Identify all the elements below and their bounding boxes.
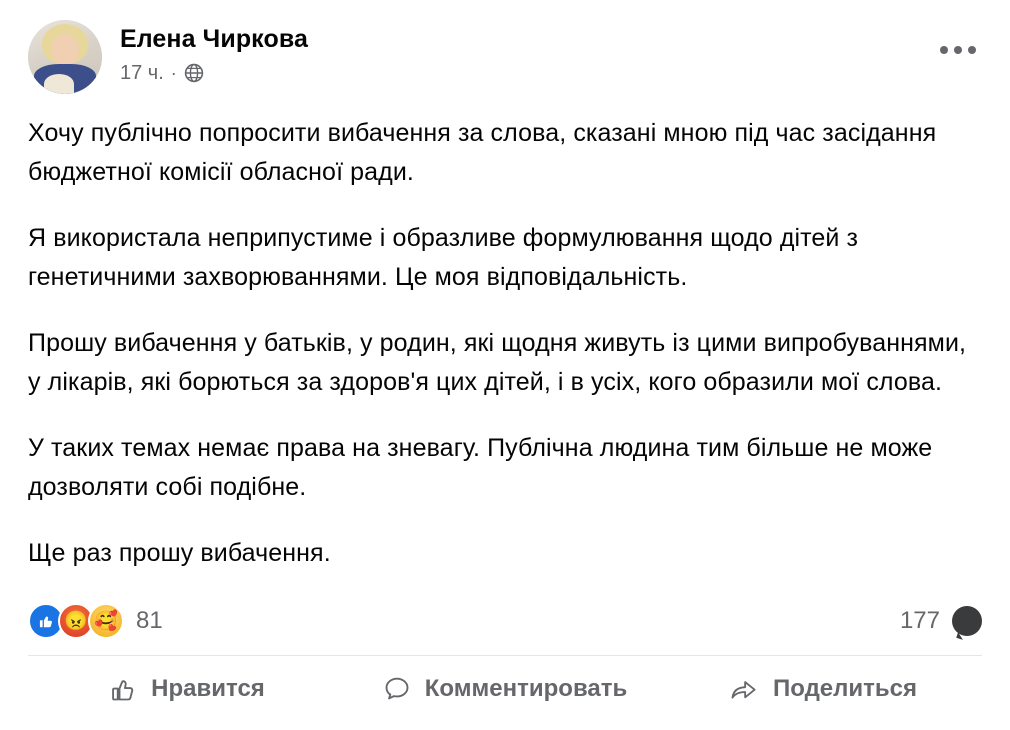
post-actions [28, 656, 982, 722]
post-paragraph: Ще раз прошу вибачення. [28, 539, 331, 567]
avatar-bouquet [44, 74, 74, 94]
reaction-count[interactable]: 81 [136, 607, 163, 634]
post-header-text [120, 20, 308, 85]
more-options-icon[interactable] [936, 36, 980, 64]
avatar[interactable] [28, 20, 102, 94]
more-dot [940, 46, 948, 54]
comment-count-group[interactable] [900, 606, 982, 636]
angry-face: 😠 [64, 610, 88, 632]
share-icon [729, 675, 759, 703]
reaction-icons[interactable] [28, 603, 163, 639]
post-paragraph: У таких темах немає права на зневагу. Публічна людина тим більше не може дозволяти собі подібне. [28, 434, 933, 501]
avatar-face [51, 34, 79, 66]
post-paragraph: Хочу публічно попросити вибачення за слова, сказані мною під час засідання бюджетної комісії обласної ради. [28, 119, 937, 186]
comment-count[interactable]: 177 [899, 607, 940, 634]
care-reaction-icon [88, 603, 124, 639]
like-button-label: Нравится [151, 675, 265, 702]
post-timestamp[interactable]: 17 ч. [120, 62, 164, 84]
share-button-label: Поделиться [772, 675, 918, 702]
post-header [28, 16, 982, 94]
comment-button-label: Комментировать [424, 675, 628, 702]
post-text [28, 114, 982, 573]
post-paragraph: Прошу вибачення у батьків, у родин, які щодня живуть із цими випробуваннями, у лікарів, які борються за здоров'я цих дітей, і в усіх, кого образили мої слова. [28, 329, 967, 396]
reactions-row [28, 601, 982, 641]
like-button[interactable] [28, 663, 346, 715]
comment-icon [383, 675, 411, 703]
globe-icon[interactable] [184, 63, 204, 83]
author-name[interactable]: Елена Чиркова [120, 25, 308, 53]
share-button[interactable] [664, 663, 982, 715]
comment-icon [952, 606, 982, 636]
post-paragraph: Я використала неприпустиме і образливе формулювання щодо дітей з генетичними захворюваннями. Це моя відповідальність. [28, 224, 859, 291]
more-dot [954, 46, 962, 54]
more-dot [968, 46, 976, 54]
thumbs-up-icon [109, 675, 137, 703]
post-meta [120, 61, 308, 85]
care-face: 🥰 [94, 610, 118, 632]
meta-separator: · [170, 63, 177, 83]
comment-button[interactable] [346, 663, 664, 715]
